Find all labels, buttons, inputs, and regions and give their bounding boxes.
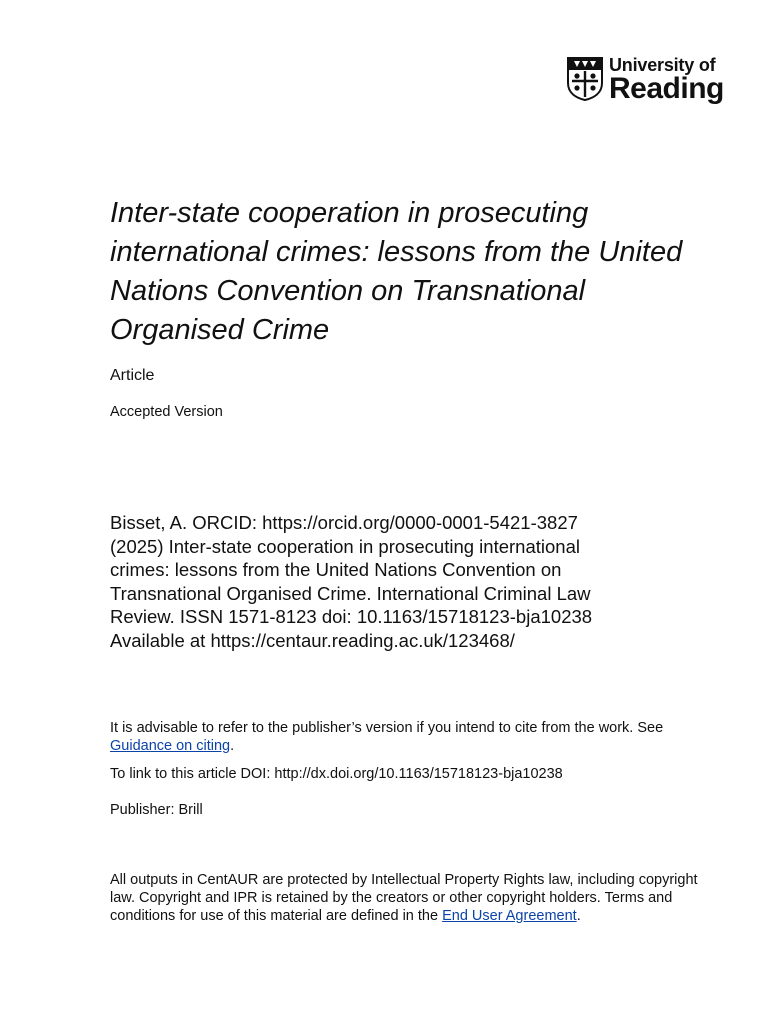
advice-text: It is advisable to refer to the publisher’s version if you intend to cite from the work. See: [110, 720, 664, 736]
university-crest-icon: [567, 57, 603, 101]
university-logo: [567, 55, 722, 105]
citation-line: (2025) Inter-state cooperation in prosecuting international: [110, 535, 580, 557]
logo-text-line2: Reading: [609, 72, 724, 105]
citation-line: Available at https://centaur.reading.ac.uk/123468/: [110, 629, 515, 651]
rights-text: All outputs in CentAUR are protected by Intellectual Property Rights law, including copyright law. Copyright and IPR is retained by the creators or other copyright holders. Terms and conditions for use of this material are defined in the: [110, 872, 698, 924]
version-label: Accepted Version: [110, 404, 223, 420]
citation-line: Transnational Organised Crime. International Criminal Law: [110, 582, 591, 604]
logo-text-line1: University of: [609, 55, 716, 75]
guidance-on-citing-link[interactable]: Guidance on citing: [110, 738, 231, 754]
rights-notice: [110, 871, 710, 925]
end-user-agreement-link[interactable]: End User Agreement: [442, 908, 577, 924]
citation-advice: [110, 719, 710, 755]
advice-text-end: .: [230, 738, 235, 754]
citation-line: crimes: lessons from the United Nations Convention on: [110, 559, 562, 580]
publisher-line: Publisher: Brill: [110, 802, 203, 818]
article-type: Article: [110, 367, 155, 384]
citation-line: Bisset, A. ORCID: https://orcid.org/0000-0001-5421-3827: [110, 512, 578, 533]
rights-text-end: .: [576, 908, 581, 924]
citation-line: Review. ISSN 1571-8123 doi: 10.1163/15718123-bja10238: [110, 606, 593, 627]
article-title: Inter-state cooperation in prosecuting international crimes: lessons from the United Nations Convention on Transnational Organised Crime: [110, 197, 683, 346]
citation-block: [110, 511, 710, 652]
doi-line: To link to this article DOI: http://dx.doi.org/10.1163/15718123-bja10238: [110, 766, 563, 782]
